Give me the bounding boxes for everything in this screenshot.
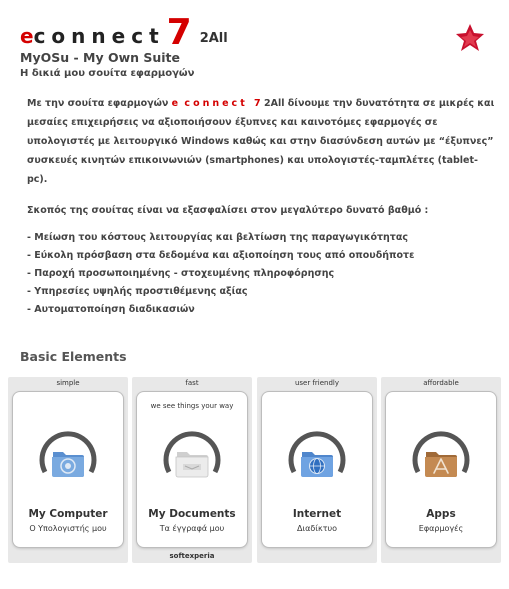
list-item: - Αυτοματοποίηση διαδικασιών	[27, 304, 195, 315]
card-title: My Documents	[148, 508, 236, 520]
card-subtitle: Διαδίκτυο	[296, 524, 338, 533]
intro-text-1: Με την σουίτα εφαρμογών	[27, 98, 172, 109]
card-tag: affordable	[423, 379, 459, 387]
benefits-list	[27, 229, 414, 319]
card-subtitle: Εφαρμογές	[418, 524, 464, 533]
card-tagline: we see things your way	[150, 402, 234, 410]
card-tag: user friendly	[294, 379, 340, 387]
card-apps[interactable]	[381, 377, 501, 563]
brand-connect: connect	[33, 24, 165, 48]
intro-text-2: 2All δίνουμε την δυνατότητα σε μικρές και μεσαίες επιχειρήσεις να αξιοποιήσουν έξυπνες και καινοτόμες εφαρμογές σε υπολογιστές με λειτουργικό Windows καθώς και στην διασύνδεση αυτών με “έξυπνες” συσκευές κινητών επικοινωνιών (smartphones) και υπολογιστές-ταμπλέτες (tablet-pc).	[27, 98, 495, 185]
list-item: - Υπηρεσίες υψηλής προστιθέμενης αξίας	[27, 286, 248, 297]
card-title: My Computer	[28, 508, 108, 520]
card-tag: simple	[56, 379, 80, 387]
card-title: Apps	[426, 508, 456, 520]
brand-suffix: 2All	[199, 31, 228, 46]
card-subtitle: Τα έγγραφά μου	[159, 524, 225, 533]
internet-folder-icon	[286, 426, 348, 488]
apps-folder-icon	[410, 426, 472, 488]
brand-e: e	[20, 24, 34, 48]
list-item: - Μείωση του κόστους λειτουργίας και βελτίωση της παραγωγικότητας	[27, 232, 409, 243]
card-my-computer[interactable]	[8, 377, 128, 563]
card-title: Internet	[292, 508, 342, 520]
computer-folder-icon	[37, 426, 99, 488]
brand-logo	[20, 12, 228, 53]
suite-title: MyOSu - My Own Suite	[20, 50, 181, 65]
intro-brand-connect: connect	[178, 98, 255, 109]
intro-brand-e: e	[171, 98, 179, 109]
intro-brand-seven: 7	[254, 98, 261, 109]
section-title: Basic Elements	[20, 349, 127, 364]
card-my-documents[interactable]	[132, 377, 252, 563]
goal-text: Σκοπός της σουίτας είναι να εξασφαλίσει στον μεγαλύτερο δυνατό βαθμό :	[27, 205, 429, 216]
brand-seven: 7	[166, 12, 192, 53]
list-item: - Εύκολη πρόσβαση στα δεδομένα και αξιοποίηση τους από οπουδήποτε	[27, 250, 415, 261]
suite-subtitle: Η δικιά μου σουίτα εφαρμογών	[20, 68, 195, 79]
intro-paragraph	[27, 94, 497, 189]
card-subtitle: Ο Υπολογιστής μου	[29, 524, 107, 533]
basic-elements-cards	[8, 377, 503, 567]
red-star-logo-icon	[454, 22, 486, 54]
documents-folder-icon	[161, 426, 223, 488]
list-item: - Παροχή προσωποιημένης - στοχευμένης πληροφόρησης	[27, 268, 335, 279]
card-footer: softexperia	[169, 552, 215, 560]
card-tag: fast	[185, 379, 199, 387]
card-internet[interactable]	[257, 377, 377, 563]
